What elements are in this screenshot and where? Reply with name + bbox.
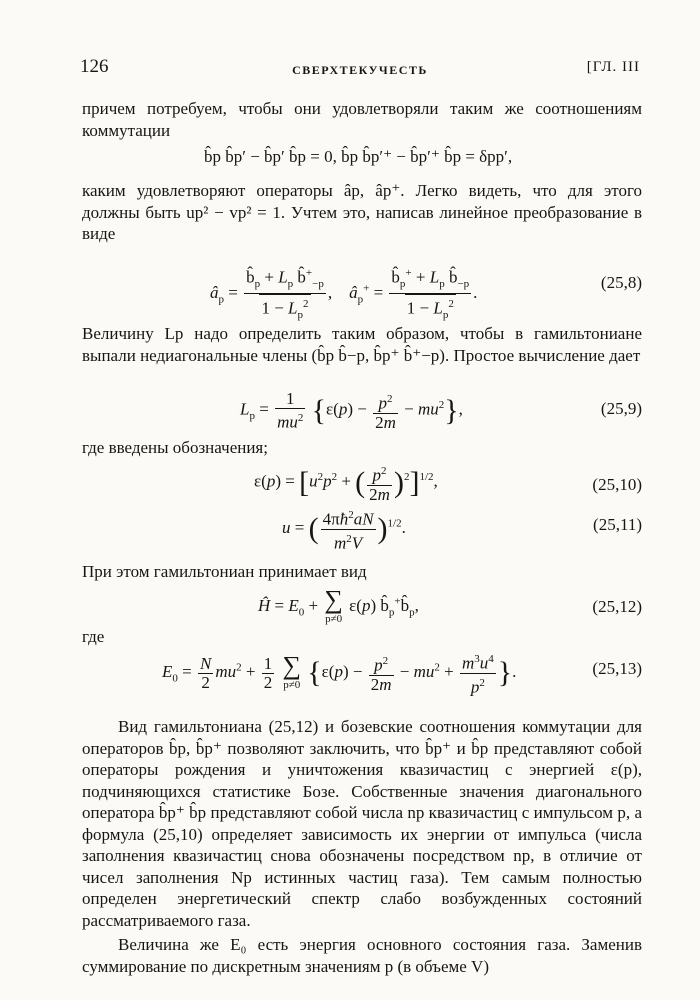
formula-25-12: Ĥ = $E_0$ + ∑ p≠0 ε(p) $b̂_p^+b̂_p$, bbox=[258, 585, 419, 625]
formula-25-10: $\varepsilon(p) = [u^2p^2$ + ( $\frac{p^2}{2m}$ )$^2$]$^{1/2}$, bbox=[254, 462, 438, 504]
equation-25-8 bbox=[82, 256, 642, 322]
equation-number-25-10: (25,10) bbox=[592, 475, 642, 494]
paragraph-2: каким удовлетворяют операторы âp, âp⁺. Легко видеть, что для этого должны быть up² − vp² = 1. Учтем это, написав линейное преобразование в виде bbox=[82, 181, 642, 243]
paragraph-8: Величина же E₀ есть энергия основного состояния газа. Заменив суммирование по дискретным значениям p (в объеме V) bbox=[82, 935, 642, 976]
paragraph-1: причем потребуем, чтобы они удовлетворяли таким же соотношениям коммутации bbox=[82, 99, 642, 140]
equation-25-11 bbox=[82, 506, 642, 553]
paragraph-5: При этом гамильтониан принимает вид bbox=[82, 562, 367, 581]
formula-25-13: $E_0$ = $\frac{N}{2}$ $mu^2$ + $\frac{1}{2}$ ∑ p≠0 {ε(p) − $\frac{p^2}{2m}$ − $mu^2$ + $\frac{m^3u^4}{p^2}$ }. bbox=[162, 651, 517, 697]
equation-25-10 bbox=[82, 462, 642, 506]
equation-number-25-11: (25,11) bbox=[593, 515, 642, 534]
commutation-formula: b̂p b̂p′ − b̂p′ b̂p = 0, b̂p b̂p′⁺ − b̂p′⁺ b̂p = δpp′, bbox=[204, 147, 513, 166]
paragraph-4: где введены обозначения; bbox=[82, 438, 268, 457]
equation-25-13 bbox=[82, 650, 642, 700]
equation-number-25-12: (25,12) bbox=[592, 597, 642, 616]
equation-25-9 bbox=[82, 390, 642, 434]
paragraph-6: где bbox=[82, 627, 105, 646]
paragraph-7: Вид гамильтониана (25,12) и бозевские соотношения коммутации для операторов b̂p, b̂p⁺ позволяют заключить, что b̂p⁺ и b̂p представляют собой операторы рождения и уничтожения квазичастиц с энергией ε(p), подчиняющихся статистике Бозе. Собственные значения диагонального оператора b̂p⁺ b̂p представляют собой числа np квазичастиц с импульсом p, а формула (25,10) определяет зависимость их энергии от импульса (числа заполнения квазичастиц снова обозначены посредством np, в отличие от чисел заполнения Np истинных частиц газа). Тем самым полностью определен энергетический спектр слабо возбужденных состояний рассматриваемого газа. bbox=[82, 717, 642, 930]
equation-number-25-8: (25,8) bbox=[600, 273, 642, 292]
equation-number-25-13: (25,13) bbox=[592, 659, 642, 678]
page-header bbox=[80, 56, 640, 82]
formula-25-11: u = ( $\frac{4\pi ħ^2aN}{m^2V}$ )$^{1/2}$. bbox=[282, 506, 406, 552]
page-number: 126 bbox=[80, 56, 109, 77]
chapter-label: [ГЛ. III bbox=[586, 59, 640, 75]
formula-25-9: $L_p$ = $\frac{1}{mu^2}$ {ε(p) − $\frac{p^2}{2m}$ − $mu^2$}, bbox=[240, 389, 463, 432]
equation-number-25-9: (25,9) bbox=[600, 399, 642, 418]
formula-25-8: $â_p$ = $\frac{b̂_p + L_p b̂^+_{-p}}{1 - L_p^2}$ , $â_p^+$ = $\frac{b̂_p^+ + L_p b̂_{-p}}{1 - L_p^2}$ . bbox=[210, 264, 477, 324]
paragraph-3: Величину Lp надо определить таким образом, чтобы в гамильтониане выпали недиагональные члены (b̂p b̂−p, b̂p⁺ b̂⁺−p). Простое вычисление дает bbox=[82, 324, 642, 365]
running-title: СВЕРХТЕКУЧЕСТЬ bbox=[292, 63, 428, 77]
